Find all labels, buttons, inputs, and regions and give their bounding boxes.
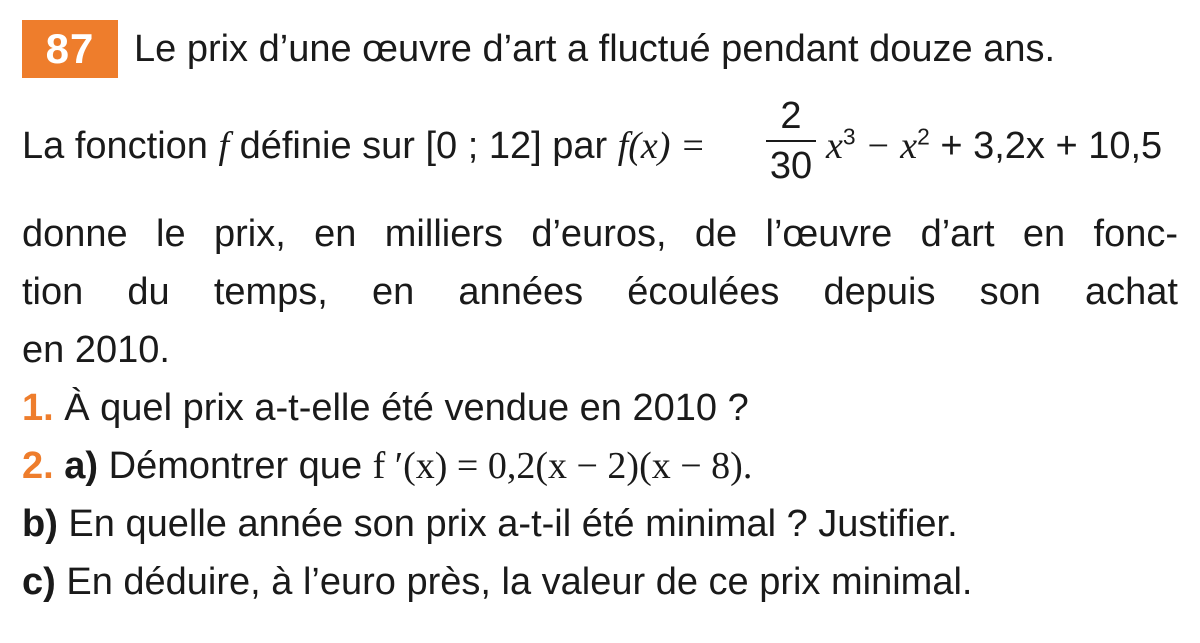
poly-minus-x2: − x bbox=[855, 125, 918, 167]
poly-exp3: 3 bbox=[842, 123, 856, 150]
question-2-number: 2. bbox=[22, 445, 54, 487]
question-1-text: À quel prix a-t-elle été vendue en 2010 ? bbox=[53, 387, 749, 429]
fraction-denominator: 30 bbox=[769, 145, 813, 187]
fraction-2-over-30 bbox=[766, 94, 816, 188]
poly-x3: x bbox=[826, 125, 843, 167]
fraction-numerator: 2 bbox=[780, 95, 802, 137]
question-2a-label: a) bbox=[53, 445, 99, 487]
polynomial-expression bbox=[826, 122, 1162, 170]
description-line-1: donne le prix, en milliers d’euros, de l’œuvre d’art en fonc- bbox=[22, 213, 1178, 255]
def-fx: f(x) = bbox=[617, 125, 706, 167]
question-2c-label: c) bbox=[22, 561, 56, 603]
question-2a-math: f ′(x) = 0,2(x − 2)(x − 8). bbox=[372, 445, 753, 487]
def-f: f bbox=[218, 125, 230, 167]
question-2c-text: En déduire, à l’euro près, la valeur de ce prix minimal. bbox=[55, 561, 973, 603]
question-2a bbox=[22, 442, 752, 490]
question-2b-label: b) bbox=[22, 503, 58, 545]
question-2c bbox=[22, 558, 972, 606]
poly-rest: + 3,2x + 10,5 bbox=[929, 125, 1163, 167]
function-definition bbox=[22, 122, 706, 170]
def-domain: définie sur [0 ; 12] par bbox=[229, 125, 618, 167]
exercise-intro: Le prix d’une œuvre d’art a fluctué pendant douze ans. bbox=[134, 28, 1056, 70]
question-2a-text: Démontrer que bbox=[98, 445, 373, 487]
poly-exp2: 2 bbox=[917, 123, 930, 150]
question-1-number: 1. bbox=[22, 387, 54, 429]
question-1 bbox=[22, 384, 749, 432]
def-text: La fonction bbox=[22, 125, 219, 167]
question-2b-text: En quelle année son prix a-t-il été minimal ? Justifier. bbox=[57, 503, 958, 545]
fraction-bar bbox=[766, 140, 816, 142]
exercise-number-badge: 87 bbox=[22, 20, 118, 78]
description-line-2: tion du temps, en années écoulées depuis son achat bbox=[22, 271, 1178, 313]
description-line-3: en 2010. bbox=[22, 329, 170, 371]
question-2b bbox=[22, 500, 958, 548]
